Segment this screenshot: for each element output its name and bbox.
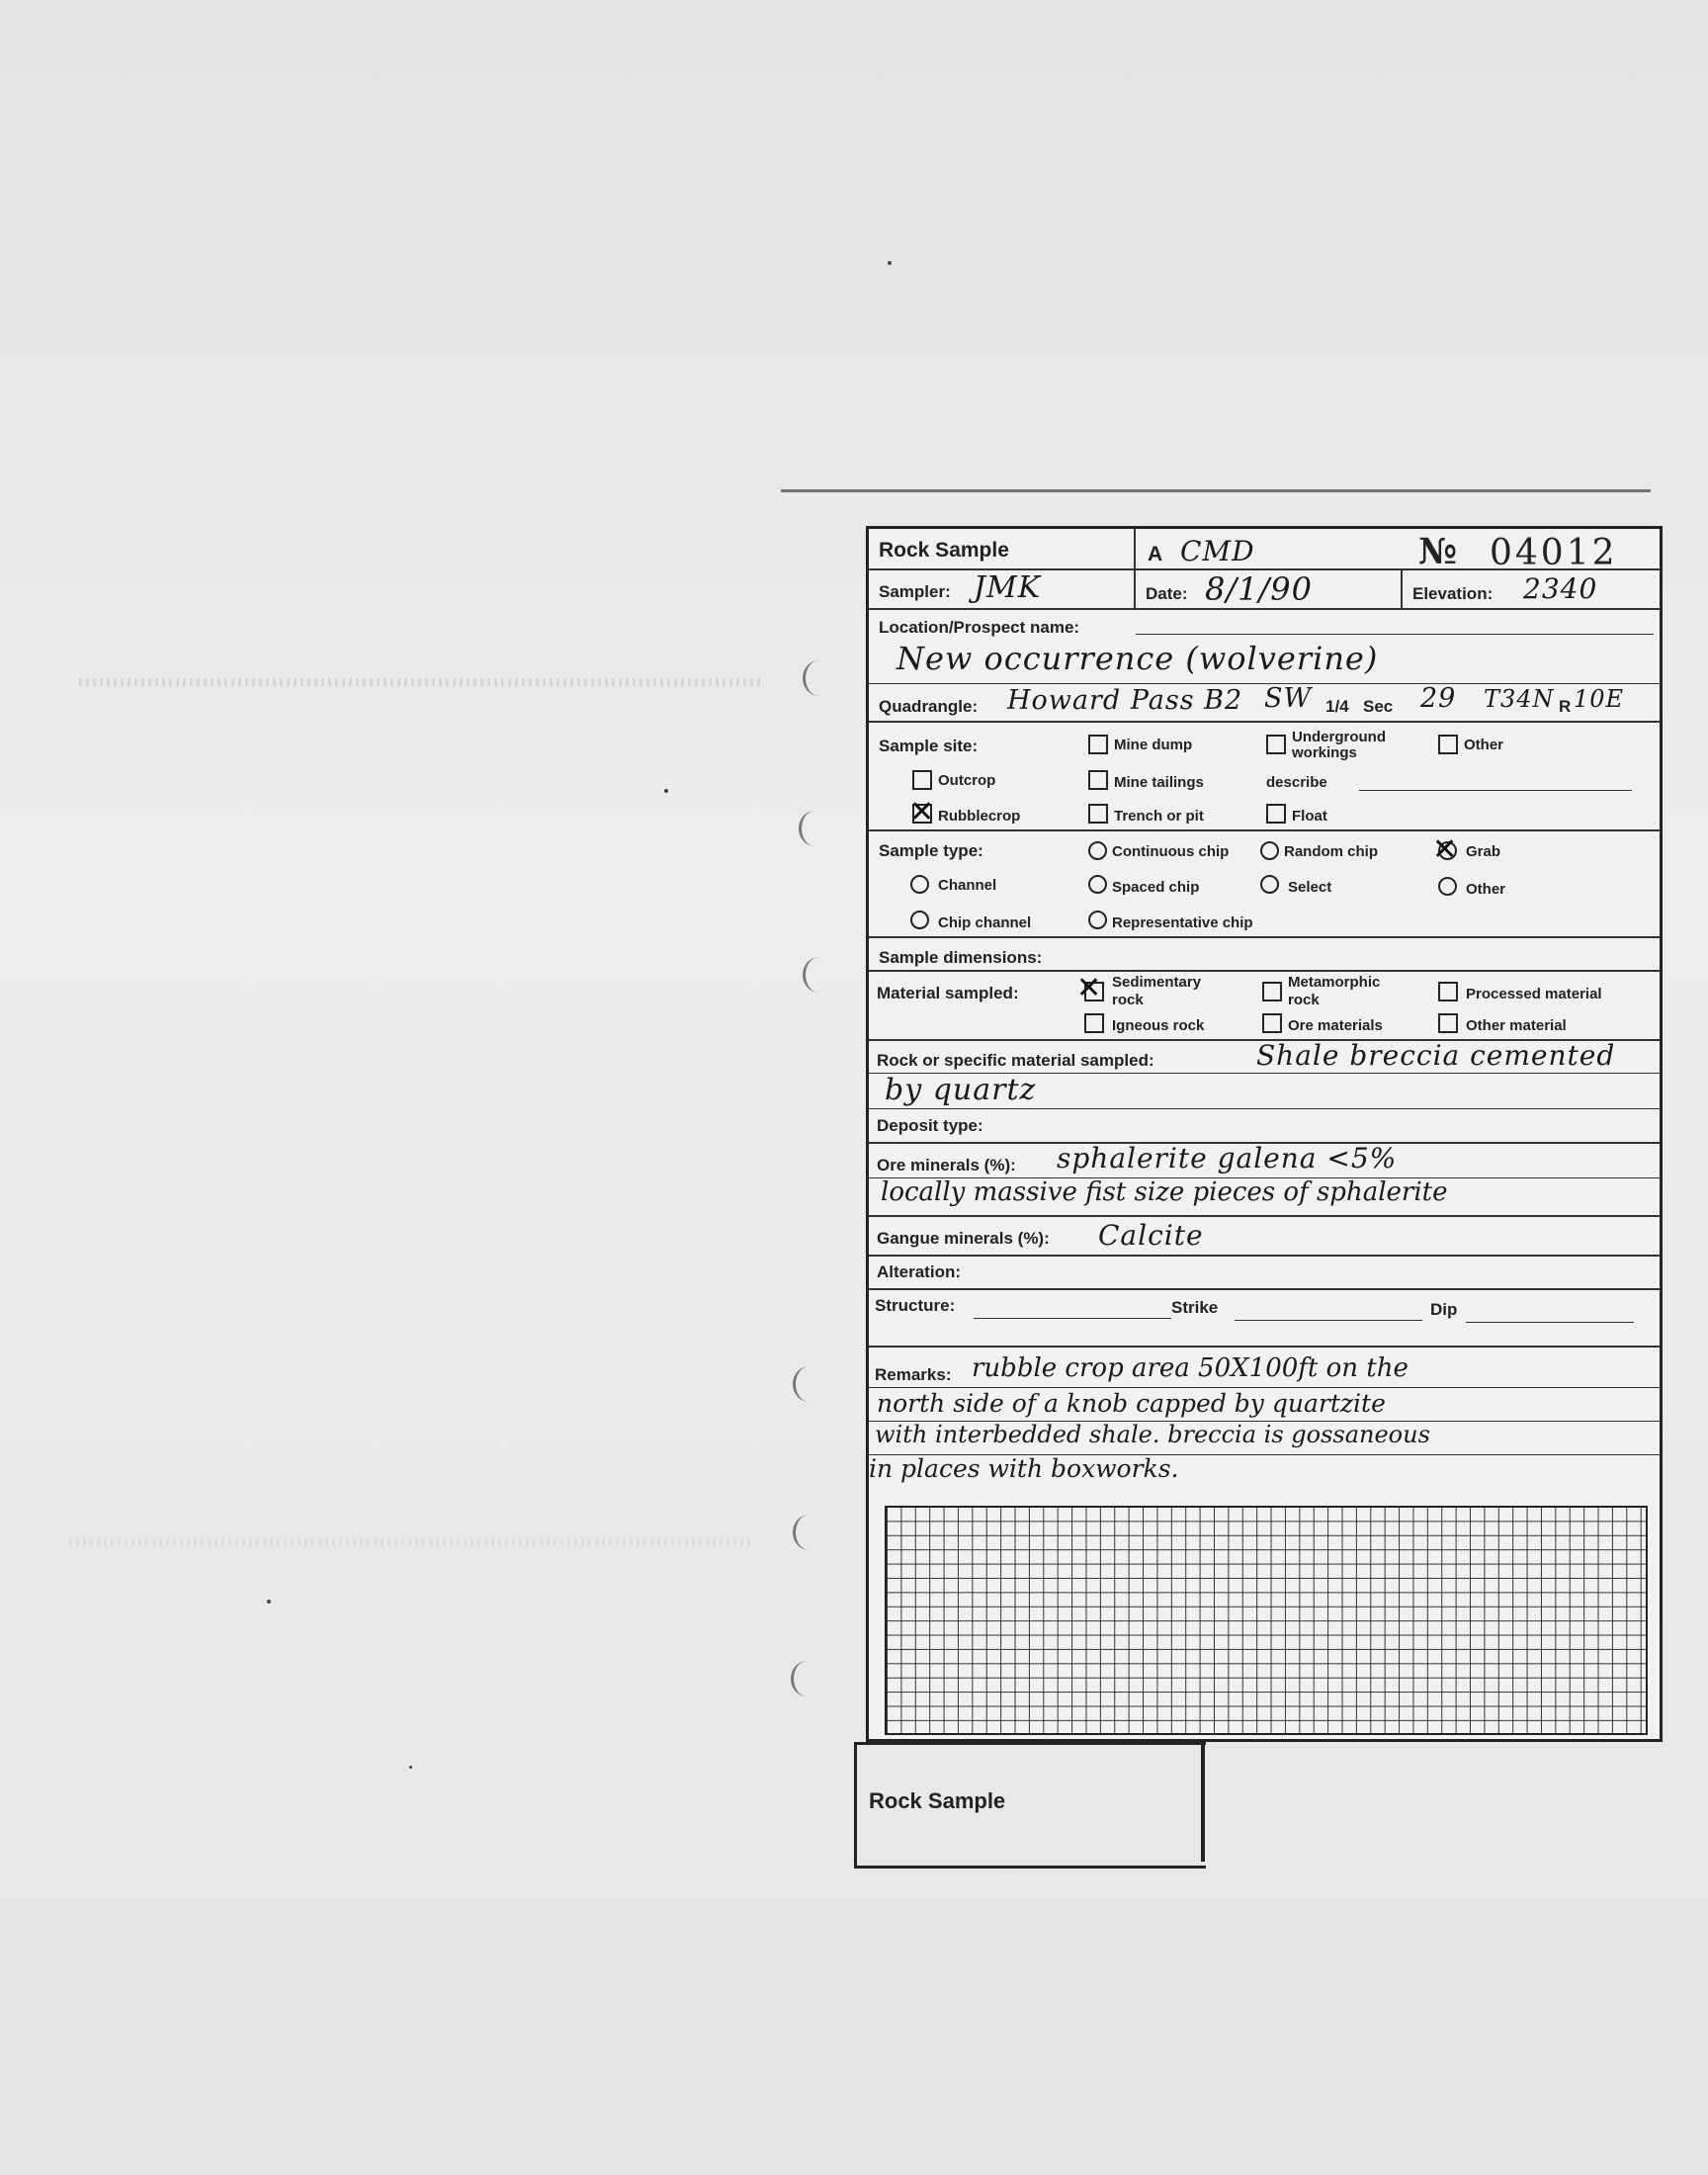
gangue-value[interactable]: Calcite [1098,1219,1204,1252]
elevation-label: Elevation: [1412,584,1494,603]
date-value[interactable]: 8/1/90 [1205,570,1313,608]
location-underline [1136,634,1654,635]
sample-site-label: Sample site: [879,737,979,755]
remarks-line-4[interactable]: in places with boxworks. [869,1454,1179,1483]
rock-material-value-2[interactable]: by quartz [885,1073,1037,1107]
underground-label: Underground [1292,729,1386,745]
sec-label: Sec [1363,697,1394,716]
rock-sample-card [866,526,1663,1742]
strike-underline [1235,1320,1422,1321]
alteration-label: Alteration: [877,1262,961,1281]
spaced-chip-radio[interactable] [1088,875,1107,894]
elevation-value[interactable]: 2340 [1523,572,1598,605]
outcrop-label: Outcrop [938,772,996,789]
describe-underline [1359,790,1632,791]
stub-title: Rock Sample [869,1788,1006,1813]
binder-hole-mark [803,660,835,696]
quarter-value[interactable]: SW [1264,683,1313,714]
sec-value[interactable]: 29 [1420,683,1457,714]
describe-label: describe [1266,774,1327,791]
representative-chip-radio[interactable] [1088,911,1107,929]
sample-type-section [869,831,1660,938]
other-material-checkbox[interactable] [1438,1013,1458,1033]
tear-off-stub [854,1742,1206,1869]
checked-x-mark: ✕ [1076,971,1102,1005]
remarks-line-3[interactable]: with interbedded shale. breccia is gossaneous [875,1421,1430,1448]
scan-noise [69,1538,751,1546]
binder-hole-mark [793,1366,825,1402]
ore-materials-label: Ore materials [1288,1017,1383,1034]
id-prefix-value[interactable]: CMD [1180,535,1255,567]
remarks-line-2[interactable]: north side of a knob capped by quartzite [877,1389,1386,1418]
igneous-label: Igneous rock [1112,1017,1205,1034]
township-value[interactable]: T34N [1484,685,1555,713]
ore-minerals-label: Ore minerals (%): [877,1156,1016,1174]
grab-label: Grab [1466,843,1501,860]
remarks-rule [869,1387,1660,1388]
dip-label: Dip [1430,1300,1458,1319]
mine-dump-checkbox[interactable] [1088,735,1108,754]
scan-speck [267,1600,271,1604]
sedimentary-label-2: rock [1112,992,1144,1008]
divider [1134,529,1136,568]
processed-label: Processed material [1466,986,1602,1002]
scan-speck [409,1766,412,1769]
remarks-label: Remarks: [875,1365,952,1384]
sample-type-label: Sample type: [879,841,983,860]
gangue-line [869,1255,1660,1257]
sample-number: 04012 [1490,533,1618,573]
binder-hole-mark [803,957,835,993]
scan-noise [79,678,761,686]
id-prefix-label: A [1148,543,1163,566]
material-section [869,972,1660,1041]
random-chip-radio[interactable] [1260,841,1279,860]
underground-checkbox[interactable] [1266,735,1286,754]
other-type-label: Other [1466,881,1506,898]
sedimentary-label: Sedimentary [1112,974,1202,991]
metamorphic-label: Metamorphic [1288,974,1381,991]
rock-material-value[interactable]: Shale breccia cemented [1256,1039,1616,1072]
checked-x-mark: ✕ [1432,832,1458,867]
scan-speck [888,261,892,265]
dip-underline [1466,1322,1634,1323]
channel-label: Channel [938,877,997,894]
number-symbol: № [1418,531,1458,572]
sampler-label: Sampler: [879,582,951,601]
gangue-label: Gangue minerals (%): [877,1229,1050,1248]
metamorphic-label-2: rock [1288,992,1320,1008]
sketch-grid [885,1506,1648,1735]
representative-chip-label: Representative chip [1112,914,1253,931]
channel-radio[interactable] [910,875,929,894]
perforation-line [1201,1745,1205,1862]
remarks-line-1[interactable]: rubble crop area 50X100ft on the [972,1353,1409,1383]
chip-channel-label: Chip channel [938,914,1032,931]
float-label: Float [1292,808,1327,825]
deposit-type-label: Deposit type: [877,1116,983,1135]
strike-label: Strike [1171,1298,1219,1317]
ore-minerals-value-2[interactable]: locally massive fist size pieces of sphalerite [881,1177,1448,1207]
dimensions-label: Sample dimensions: [879,948,1043,967]
ore-minerals-value[interactable]: sphalerite galena <5% [1057,1142,1398,1174]
location-value[interactable]: New occurrence (wolverine) [897,640,1379,677]
igneous-checkbox[interactable] [1084,1013,1104,1033]
chip-channel-radio[interactable] [910,911,929,929]
mine-tailings-checkbox[interactable] [1088,770,1108,790]
continuous-chip-label: Continuous chip [1112,843,1230,860]
binder-hole-mark [793,1515,825,1550]
sample-site-section [869,723,1660,831]
trench-label: Trench or pit [1114,808,1204,825]
rock-material-label: Rock or specific material sampled: [877,1051,1154,1070]
metamorphic-checkbox[interactable] [1262,982,1282,1001]
header-row [869,529,1660,573]
deposit-row [869,1108,1660,1144]
select-radio[interactable] [1260,875,1279,894]
card-title: Rock Sample [879,539,1009,562]
material-label: Material sampled: [877,984,1019,1002]
other-site-checkbox[interactable] [1438,735,1458,754]
divider [1401,570,1403,608]
trench-checkbox[interactable] [1088,804,1108,824]
continuous-chip-radio[interactable] [1088,841,1107,860]
binder-hole-mark [791,1661,823,1696]
structure-row [869,1288,1660,1348]
location-label: Location/Prospect name: [879,618,1080,637]
other-site-label: Other [1464,737,1504,753]
checked-x-mark: ✕ [909,795,935,829]
divider [1134,570,1136,608]
quadrangle-row [869,683,1660,723]
date-label: Date: [1146,584,1188,603]
sampler-value[interactable]: JMK [974,570,1042,605]
mine-tailings-label: Mine tailings [1114,774,1204,791]
other-material-label: Other material [1466,1017,1567,1034]
mine-dump-label: Mine dump [1114,737,1193,753]
sampler-row [869,570,1660,610]
quarter-label: 1/4 [1325,697,1349,716]
binder-hole-mark [799,811,831,846]
range-label: R [1559,697,1572,716]
structure-underline [974,1318,1171,1319]
ore-materials-checkbox[interactable] [1262,1013,1282,1033]
select-label: Select [1288,879,1332,896]
range-value[interactable]: 10E [1574,685,1625,713]
dimensions-row [869,938,1660,972]
float-checkbox[interactable] [1266,804,1286,824]
outcrop-checkbox[interactable] [912,770,932,790]
quadrangle-value[interactable]: Howard Pass B2 [1007,685,1243,716]
spaced-chip-label: Spaced chip [1112,879,1200,896]
rubblecrop-label: Rubblecrop [938,808,1021,825]
quadrangle-label: Quadrangle: [879,697,979,716]
other-type-radio[interactable] [1438,877,1457,896]
fold-line [781,489,1651,492]
random-chip-label: Random chip [1284,843,1379,860]
scan-speck [664,789,668,793]
processed-checkbox[interactable] [1438,982,1458,1001]
underground-label-2: workings [1292,744,1357,761]
ore-line-2 [869,1215,1660,1217]
structure-label: Structure: [875,1296,956,1315]
